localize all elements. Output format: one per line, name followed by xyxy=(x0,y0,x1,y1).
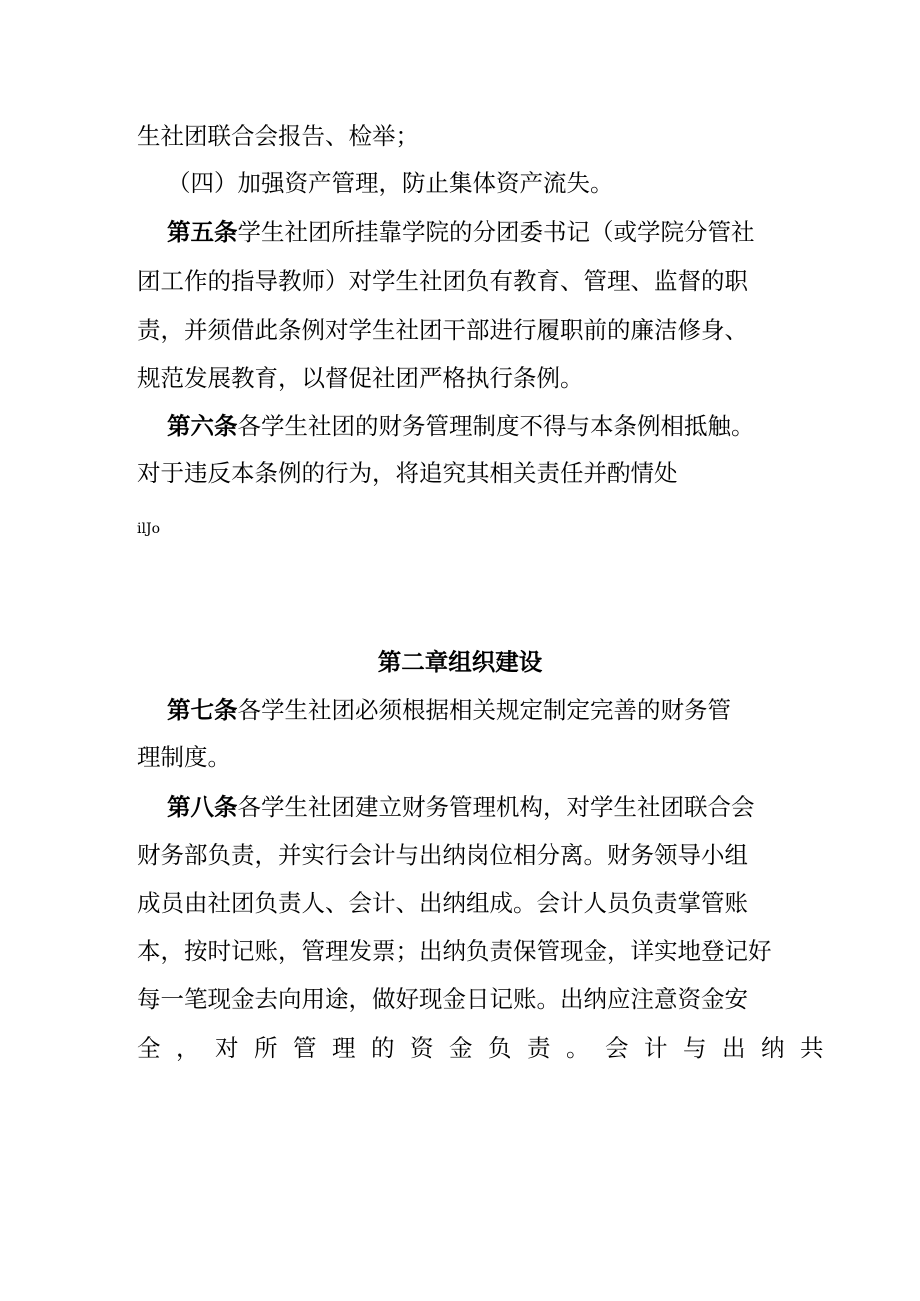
article-label: 第七条 xyxy=(167,696,238,724)
chapter-heading: 第二章组织建设 xyxy=(377,648,543,676)
paragraph-line: 全，对所管理的资金负责。会计与出纳共 xyxy=(137,1034,839,1062)
ocr-fragment: ilJo xyxy=(137,521,160,537)
paragraph-line: 生社团联合会报告、检举； xyxy=(137,122,419,150)
paragraph-line: 成员由社团负责人、会计、出纳组成。会计人员负责掌管账 xyxy=(137,889,748,917)
article-label: 第八条 xyxy=(167,793,238,821)
paragraph-line: 团工作的指导教师）对学生社团负有教育、管理、监督的职 xyxy=(137,267,748,295)
paragraph-line: 每一笔现金去向用途，做好现金日记账。出纳应注意资金安 xyxy=(137,985,748,1013)
article-6-line: 第六条各学生社团的财务管理制度不得与本条例相抵触。 xyxy=(167,412,755,440)
paragraph-line: 规范发展教育，以督促社团严格执行条例。 xyxy=(137,364,584,392)
paragraph-line: 责，并须借此条例对学生社团干部进行履职前的廉洁修身、 xyxy=(137,316,748,344)
paragraph-line: （四）加强资产管理，防止集体资产流失。 xyxy=(167,169,614,197)
article-8-line: 第八条各学生社团建立财务管理机构，对学生社团联合会 xyxy=(167,793,755,821)
article-label: 第六条 xyxy=(167,412,238,440)
article-5-line: 第五条学生社团所挂靠学院的分团委书记（或学院分管社 xyxy=(167,218,755,246)
paragraph-line: 对于违反本条例的行为，将追究其相关责任并酌情处 xyxy=(137,459,678,487)
article-7-line: 第七条各学生社团必须根据相关规定制定完善的财务管 xyxy=(167,696,731,724)
paragraph-line: 财务部负责，并实行会计与出纳岗位相分离。财务领导小组 xyxy=(137,841,748,869)
article-label: 第五条 xyxy=(167,218,238,246)
paragraph-line: 本，按时记账，管理发票；出纳负责保管现金，详实地登记好 xyxy=(137,937,772,965)
paragraph-line: 理制度。 xyxy=(137,743,231,771)
